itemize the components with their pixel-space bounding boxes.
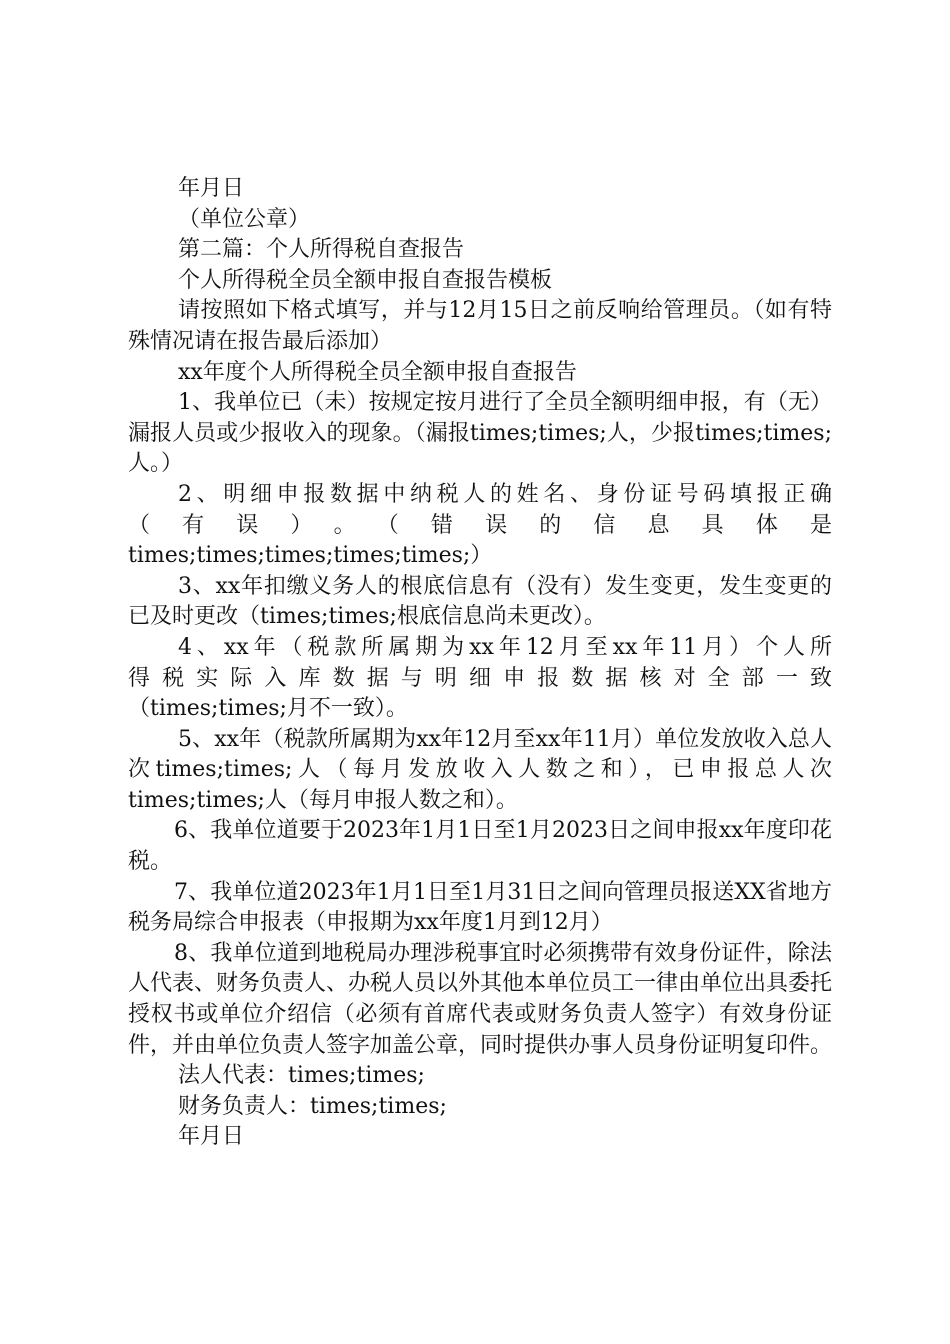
- item-2-line-3: times;times;times;times;times;）: [128, 543, 493, 569]
- item-2-line-2: （有误）。（错误的信息具体是: [128, 512, 832, 538]
- item-4-line-1: 4、xx年（税款所属期为xx年12月至xx年11月）个人所: [178, 634, 832, 660]
- item-7-paragraph: 7、我单位道2023年1月1日至1月31日之间向管理员报送XX省地方税务局综合申报表（申报期为xx年度1月到12月）: [128, 879, 832, 936]
- legal-representative-line: 法人代表：times;times;: [178, 1063, 425, 1089]
- item-4-line-3: （times;times;月不一致）。: [128, 696, 408, 722]
- instruction-paragraph: 请按照如下格式填写，并与12月15日之前反响给管理员。（如有特殊情况请在报告最后添加）: [128, 298, 832, 354]
- seal-line: （单位公章）: [178, 206, 311, 232]
- item-8-paragraph: 8、我单位道到地税局办理涉税事宜时必须携带有效身份证件，除法人代表、财务负责人、办税人员以外其他本单位员工一律由单位出具委托授权书或单位介绍信（必须有首席代表或财务负责人签字）有效身份证件，并由单位负责人签字加盖公章，同时提供办事人员身份证明复印件。: [128, 940, 833, 1058]
- item-2-paragraph: [128, 480, 832, 572]
- date-line-bottom: 年月日: [178, 1124, 245, 1150]
- item-5-paragraph: 5、xx年（税款所属期为xx年12月至xx年11月）单位发放收入总人次times;times;人（每月发放收入人数之和），已申报总人次times;times;人（每月申报人数之和）。: [128, 726, 832, 813]
- item-6-paragraph: 6、我单位道要于2023年1月1日至1月2023日之间申报xx年度印花税。: [128, 818, 832, 875]
- item-4-line-2: 得税实际入库数据与明细申报数据核对全部一致: [128, 665, 832, 691]
- finance-head-line: 财务负责人：times;times;: [178, 1093, 447, 1119]
- date-line-top: 年月日: [178, 176, 245, 201]
- item-3-paragraph: 3、xx年扣缴义务人的根底信息有（没有）发生变更，发生变更的已及时更改（times;times;根底信息尚未更改）。: [128, 573, 832, 630]
- report-title: xx年度个人所得税全员全额申报自查报告: [178, 359, 577, 385]
- item-2-line-1: 2、明细申报数据中纳税人的姓名、身份证号码填报正确: [178, 481, 832, 507]
- template-title: 个人所得税全员全额申报自查报告模板: [178, 267, 553, 293]
- chapter-title: 第二篇：个人所得税自查报告: [178, 237, 465, 263]
- item-1-paragraph: 1、我单位已（未）按规定按月进行了全员全额明细申报，有（无）漏报人员或少报收入的现象。（漏报times;times;人，少报times;times;人。）: [128, 390, 832, 477]
- item-4-paragraph: [128, 633, 832, 725]
- document-page: [128, 174, 832, 1153]
